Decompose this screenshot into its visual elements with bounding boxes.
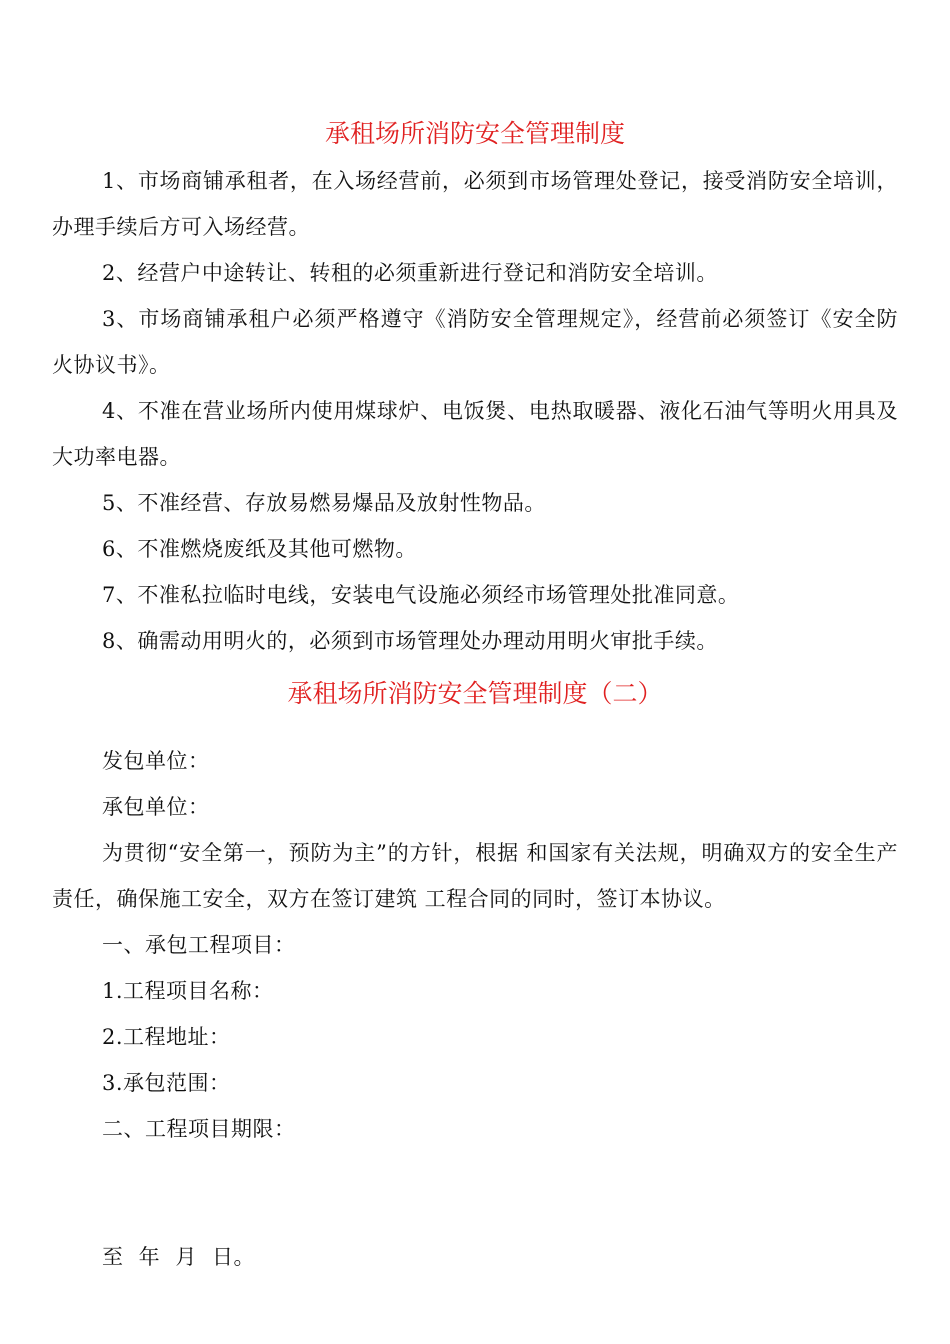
project-address-field: 2.工程地址： (102, 1025, 231, 1049)
section-heading: 二、工程项目期限： (102, 1117, 296, 1141)
rule-item: 6、不准燃烧废纸及其他可燃物。 (102, 537, 417, 561)
rule-item: 4、不准在营业场所内使用煤球炉、电饭煲、电热取暖器、液化石油气等明火用具及大功率电器。 (52, 399, 898, 469)
rule-item: 1、市场商铺承租者，在入场经营前，必须到市场管理处登记，接受消防安全培训，办理手续后方可入场经营。 (52, 169, 898, 239)
rule-item: 5、不准经营、存放易燃易爆品及放射性物品。 (102, 491, 546, 515)
rule-item: 2、经营户中途转让、转租的必须重新进行登记和消防安全培训。 (102, 261, 718, 285)
contract-scope-field: 3.承包范围： (102, 1071, 231, 1095)
section-title: 承租场所消防安全管理制度（二） (287, 679, 663, 708)
party-b-field: 承包单位： (102, 795, 210, 819)
party-a-field: 发包单位： (102, 749, 210, 773)
date-line: 至 年 月 日。 (102, 1245, 256, 1269)
rule-item: 7、不准私拉临时电线，安装电气设施必须经市场管理处批准同意。 (102, 583, 740, 607)
agreement-preamble: 为贯彻“安全第一，预防为主”的方针，根据 和国家有关法规，明确双方的安全生产责任，确保施工安全，双方在签订建筑 工程合同的同时，签订本协议。 (52, 841, 898, 911)
document-title: 承租场所消防安全管理制度 (324, 119, 625, 148)
section-heading: 一、承包工程项目： (102, 933, 296, 957)
rule-item: 3、市场商铺承租户必须严格遵守《消防安全管理规定》，经营前必须签订《安全防火协议书》。 (52, 307, 898, 377)
rule-item: 8、确需动用明火的，必须到市场管理处办理动用明火审批手续。 (102, 629, 718, 653)
project-name-field: 1.工程项目名称： (102, 979, 274, 1003)
